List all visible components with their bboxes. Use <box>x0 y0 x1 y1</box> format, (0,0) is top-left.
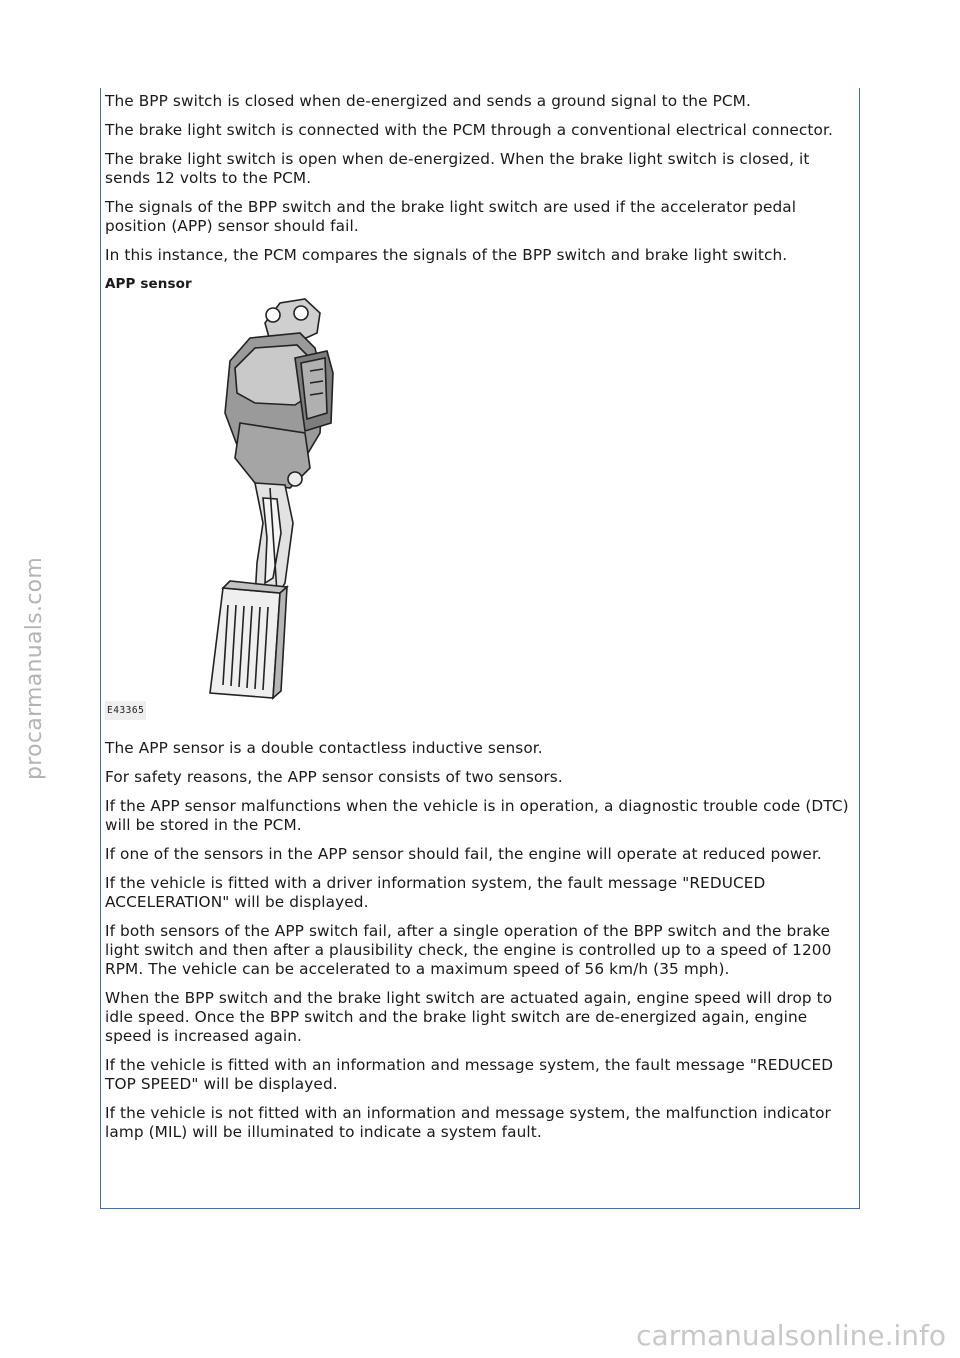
paragraph: If the vehicle is fitted with a driver information system, the fault message "REDUCED ACCELERATION" will be displayed. <box>105 874 766 911</box>
paragraph: If the APP sensor malfunctions when the vehicle is in operation, a diagnostic trouble code (DTC) will be stored in the PCM. <box>105 797 849 834</box>
accelerator-pedal-illustration <box>105 293 850 725</box>
paragraph: When the BPP switch and the brake light switch are actuated again, engine speed will drop to idle speed. Once the BPP switch and the brake light switch are de-energized again, engine speed is increased again. <box>105 989 833 1045</box>
paragraph: If the vehicle is not fitted with an information and message system, the malfunction indicator lamp (MIL) will be illuminated to indicate a system fault. <box>105 1104 831 1141</box>
paragraph: If the vehicle is fitted with an information and message system, the fault message "REDUCED TOP SPEED" will be displayed. <box>105 1056 834 1093</box>
paragraph: If both sensors of the APP switch fail, after a single operation of the BPP switch and the brake light switch and then after a plausibility check, the engine is controlled up to a speed of 1200 RPM. The vehicle can be accelerated to a maximum speed of 56 km/h (35 mph). <box>105 922 832 978</box>
paragraph: The signals of the BPP switch and the brake light switch are used if the accelerator pedal position (APP) sensor should fail. <box>105 198 797 235</box>
figure-code: E43365 <box>105 701 146 720</box>
paragraph: The APP sensor is a double contactless inductive sensor. <box>105 739 543 757</box>
section-heading: APP sensor <box>105 276 192 292</box>
bottom-watermark: carmanualsonline.info <box>636 1319 946 1352</box>
paragraph: In this instance, the PCM compares the signals of the BPP switch and brake light switch. <box>105 246 788 264</box>
paragraph: If one of the sensors in the APP sensor should fail, the engine will operate at reduced power. <box>105 845 822 863</box>
paragraph: The brake light switch is open when de-energized. When the brake light switch is closed, it sends 12 volts to the PCM. <box>105 150 810 187</box>
paragraph: The brake light switch is connected with the PCM through a conventional electrical connector. <box>105 121 833 139</box>
manual-page-content <box>105 92 850 1152</box>
app-sensor-figure <box>105 293 850 725</box>
side-watermark: procarmanuals.com <box>22 556 47 780</box>
paragraph: For safety reasons, the APP sensor consists of two sensors. <box>105 768 563 786</box>
paragraph: The BPP switch is closed when de-energized and sends a ground signal to the PCM. <box>105 92 751 110</box>
